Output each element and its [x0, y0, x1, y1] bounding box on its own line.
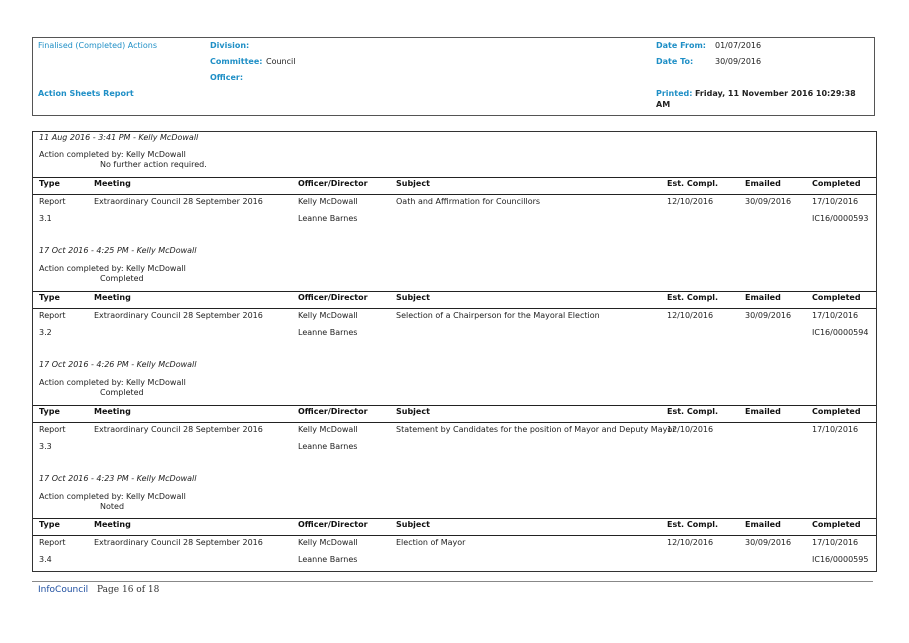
item-director: Leanne Barnes	[298, 328, 358, 337]
item-number: 3.1	[39, 214, 52, 223]
committee-value: Council	[266, 57, 296, 66]
item-meeting: Extraordinary Council 28 September 2016	[94, 197, 263, 206]
report-name: Action Sheets Report	[38, 89, 134, 98]
item-emailed: 30/09/2016	[745, 197, 792, 206]
item-subject: Election of Mayor	[396, 538, 466, 547]
note-title: 11 Aug 2016 - 3:41 PM - Kelly McDowall	[39, 133, 199, 142]
item-ref: IC16/0000595	[812, 555, 869, 564]
col-header-meeting: Meeting	[94, 293, 131, 302]
actions-report	[32, 131, 877, 572]
col-header-est-compl: Est. Compl.	[667, 179, 719, 188]
col-header-officer: Officer/Director	[298, 520, 368, 529]
item-meeting: Extraordinary Council 28 September 2016	[94, 311, 263, 320]
item-est-compl: 12/10/2016	[667, 425, 714, 434]
item-completed: 17/10/2016	[812, 197, 859, 206]
officer-label: Officer:	[210, 73, 244, 82]
item-number: 3.4	[39, 555, 52, 564]
item-officer: Kelly McDowall	[298, 425, 358, 434]
col-header-completed: Completed	[812, 407, 861, 416]
col-header-subject: Subject	[396, 407, 430, 416]
col-header-type: Type	[39, 520, 60, 529]
division-label: Division:	[210, 41, 250, 50]
col-header-type: Type	[39, 293, 60, 302]
date-to-label: Date To:	[656, 57, 694, 66]
col-header-officer: Officer/Director	[298, 179, 368, 188]
note-line: Action completed by: Kelly McDowall	[39, 264, 186, 273]
item-completed: 17/10/2016	[812, 425, 859, 434]
note-line: No further action required.	[100, 160, 207, 169]
item-director: Leanne Barnes	[298, 555, 358, 564]
col-header-emailed: Emailed	[745, 520, 781, 529]
item-ref: IC16/0000593	[812, 214, 869, 223]
item-subject: Oath and Affirmation for Councillors	[396, 197, 541, 206]
col-header-est-compl: Est. Compl.	[667, 293, 719, 302]
footer-page-number: Page 16 of 18	[97, 585, 160, 595]
date-from-value: 01/07/2016	[715, 41, 762, 50]
committee-label: Committee:	[210, 57, 263, 66]
note-line: Completed	[100, 274, 144, 283]
item-number: 3.2	[39, 328, 52, 337]
col-header-completed: Completed	[812, 293, 861, 302]
col-header-est-compl: Est. Compl.	[667, 407, 719, 416]
note-line: Completed	[100, 388, 144, 397]
col-header-subject: Subject	[396, 179, 430, 188]
date-to-value: 30/09/2016	[715, 57, 762, 66]
col-header-officer: Officer/Director	[298, 293, 368, 302]
date-from-label: Date From:	[656, 41, 707, 50]
printed-label: Printed:	[656, 89, 693, 98]
item-emailed: 30/09/2016	[745, 311, 792, 320]
item-meeting: Extraordinary Council 28 September 2016	[94, 538, 263, 547]
note-line: Noted	[100, 502, 125, 511]
col-header-completed: Completed	[812, 520, 861, 529]
col-header-est-compl: Est. Compl.	[667, 520, 719, 529]
item-est-compl: 12/10/2016	[667, 311, 714, 320]
note-title: 17 Oct 2016 - 4:25 PM - Kelly McDowall	[39, 246, 197, 255]
item-officer: Kelly McDowall	[298, 538, 358, 547]
printed-value: Friday, 11 November 2016 10:29:38	[694, 89, 856, 98]
col-header-completed: Completed	[812, 179, 861, 188]
item-ref: IC16/0000594	[812, 328, 869, 337]
item-meeting: Extraordinary Council 28 September 2016	[94, 425, 263, 434]
item-director: Leanne Barnes	[298, 214, 358, 223]
col-header-type: Type	[39, 407, 60, 416]
item-est-compl: 12/10/2016	[667, 538, 714, 547]
item-type: Report	[39, 425, 66, 434]
printed-line	[656, 89, 856, 98]
col-header-meeting: Meeting	[94, 407, 131, 416]
item-officer: Kelly McDowall	[298, 311, 358, 320]
item-subject: Statement by Candidates for the position of Mayor and Deputy Mayor	[396, 425, 676, 434]
col-header-type: Type	[39, 179, 60, 188]
item-type: Report	[39, 538, 66, 547]
report-header	[32, 37, 875, 116]
item-type: Report	[39, 197, 66, 206]
item-completed: 17/10/2016	[812, 311, 859, 320]
item-number: 3.3	[39, 442, 52, 451]
item-type: Report	[39, 311, 66, 320]
col-header-emailed: Emailed	[745, 293, 781, 302]
footer-brand: InfoCouncil	[38, 585, 89, 595]
col-header-emailed: Emailed	[745, 407, 781, 416]
note-title: 17 Oct 2016 - 4:23 PM - Kelly McDowall	[39, 474, 197, 483]
col-header-subject: Subject	[396, 293, 430, 302]
item-director: Leanne Barnes	[298, 442, 358, 451]
footer-divider	[32, 581, 873, 582]
item-officer: Kelly McDowall	[298, 197, 358, 206]
report-type: Finalised (Completed) Actions	[38, 41, 158, 50]
col-header-meeting: Meeting	[94, 179, 131, 188]
item-est-compl: 12/10/2016	[667, 197, 714, 206]
item-emailed: 30/09/2016	[745, 538, 792, 547]
item-subject: Selection of a Chairperson for the Mayoral Election	[396, 311, 600, 320]
col-header-emailed: Emailed	[745, 179, 781, 188]
col-header-officer: Officer/Director	[298, 407, 368, 416]
col-header-meeting: Meeting	[94, 520, 131, 529]
note-line: Action completed by: Kelly McDowall	[39, 378, 186, 387]
note-line: Action completed by: Kelly McDowall	[39, 492, 186, 501]
note-line: Action completed by: Kelly McDowall	[39, 150, 186, 159]
item-completed: 17/10/2016	[812, 538, 859, 547]
printed-ampm: AM	[656, 100, 671, 109]
col-header-subject: Subject	[396, 520, 430, 529]
note-title: 17 Oct 2016 - 4:26 PM - Kelly McDowall	[39, 360, 197, 369]
